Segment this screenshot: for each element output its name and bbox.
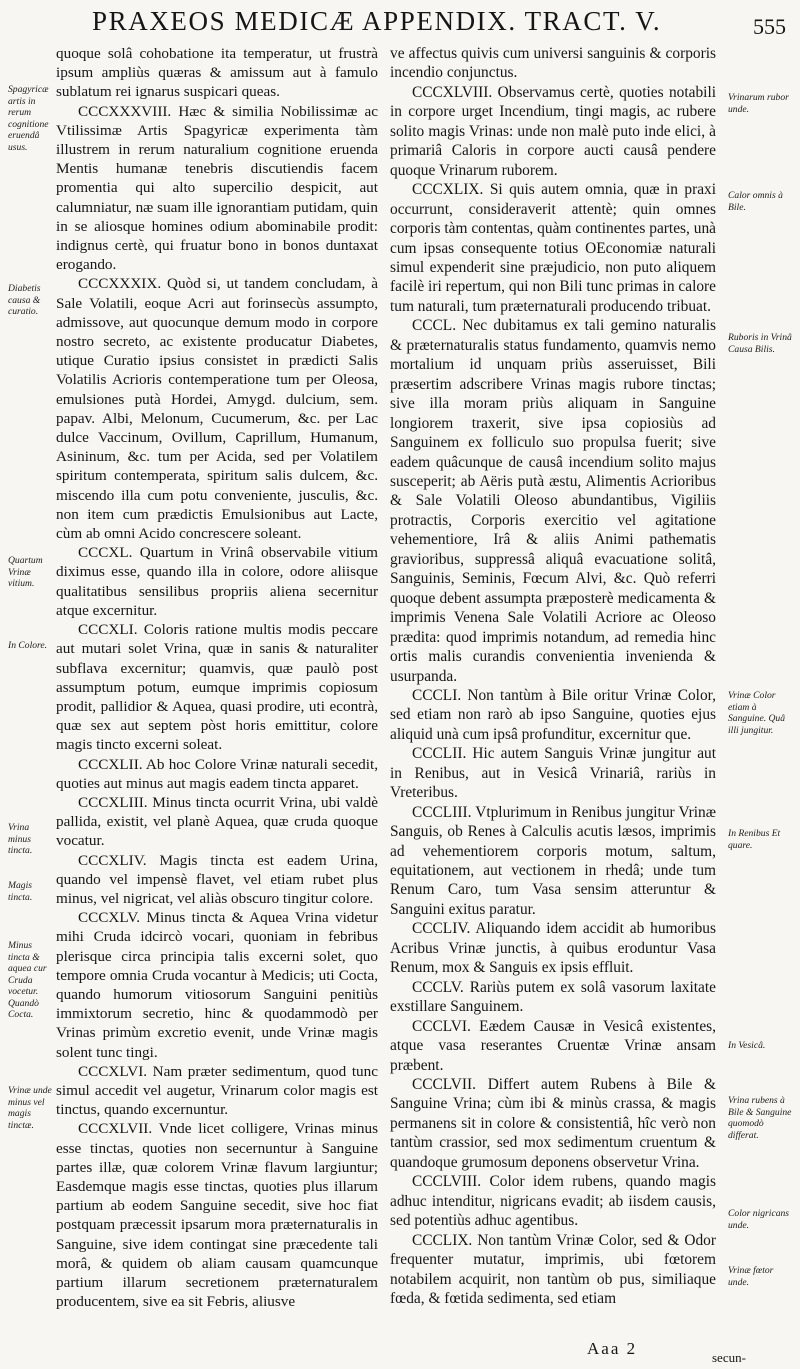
paragraph: CCCXLVIII. Observamus certè, quoties notabili in corpore urget Incendium, tingi magis, ac rubere solito magis Vrinas: unde non malè puto inde elici, à primariâ Caloris in corpore aucti causâ pendere quoque Vrinarum ruborem. <box>390 83 716 179</box>
paragraph: CCCXXXVIII. Hæc & similia Nobilissimæ ac Vtilissimæ Artis Spagyricæ experimenta tàm illustrem in rerum naturalium cognitione eruenda Mentis humanæ tenebris discutiendis facem promentia qui alto supercilio despicit, aut calumniatur, næ suam ille ignorantiam putidam, quin in se aliosque homines odium abominabile prodit: indignus certè, qui fruatur bono in bonos duntaxat erogando. <box>56 102 378 274</box>
margin-note: Vrinæ fœtor unde. <box>728 1265 774 1288</box>
paragraph: CCCXLV. Minus tincta & Aquea Vrina videtur mihi Cruda idcircò vocari, quoniam in febribus plerisque circa principia talis excerni solet, quo tempore omnia Cruda vocantur à Medicis; uti Cocta, quando humorum vitiosorum Sanguini penitiùs immixtorum secretio, hinc & quodammodò per Vrinas primùm excretio evenit, unde Vrinæ magis solent tunc tingi. <box>56 909 378 1061</box>
margin-note: Color nigricans unde. <box>728 1208 790 1231</box>
paragraph: CCCLIV. Aliquando idem accidit ab humoribus Acribus Vrinæ junctis, à quibus eroduntur Vasa Renum, mox & Sanguis ex ipsis effluit. <box>390 920 716 977</box>
paragraph: CCCLVI. Eædem Causæ in Vesicâ existentes, atque vasa reserantes Cruentæ Vrinæ ansam præbent. <box>390 1017 716 1074</box>
margin-note: In Renibus Et quare. <box>728 828 781 851</box>
paragraph: quoque solâ cohobatione ita temperatur, ut frustrà ipsum ampliùs quæras & amissum aut à famulo sublatum rei ignarus suspicari queas. <box>56 45 378 101</box>
paragraph: CCCXLIX. Si quis autem omnia, quæ in praxi occurrunt, consideraverit attentè; quin omnes corporis tàm contentas, quàm continentes partes, unà cum ipsas consequente totius OEconomiæ naturali simul expenderit sine præjudicio, non puto aliquem facilè iri repertum, qui non Bili tunc primas in calore tum naturali, tum præternaturali producendo tribuat. <box>390 181 716 315</box>
paragraph: ve affectus quivis cum universi sanguinis & corporis incendio conjunctus. <box>390 45 716 82</box>
paragraph: CCCLII. Hic autem Sanguis Vrinæ jungitur aut in Renibus, aut in Vesicâ Vrinariâ, rariùs in Vreteribus. <box>390 745 716 802</box>
margin-note: Vrina minus tincta. <box>8 822 33 856</box>
paragraph: CCCLI. Non tantùm à Bile oritur Vrinæ Color, sed etiam non rarò ab ipso Sanguine, quoties ejus aliquid unà cum ipsâ profunditur, excernitur que. <box>390 686 716 743</box>
margin-note: Ruboris in Vrinâ Causa Bilis. <box>728 332 792 355</box>
paragraph: CCCXLIII. Minus tincta ocurrit Vrina, ubi valdè pallida, existit, vel planè Aquea, quæ cruda quoque vocatur. <box>56 793 378 850</box>
running-head: PRAXEOS MEDICÆ APPENDIX. TRACT. V. <box>92 6 662 36</box>
paragraph: CCCLIII. Vtplurimum in Renibus jungitur Vrinæ Sanguis, ob Renes à Calculis acutis læsos, imprimis ad vehementiorem corporis motum, saltum, equitationem, aut vectionem in rhedâ; unde tum Renum Caro, tum Vasa sensim atteruntur & Sanguini exitus paratur. <box>390 803 716 918</box>
margin-note: In Colore. <box>8 640 48 651</box>
margin-note: Diabetis causa & curatio. <box>8 283 41 317</box>
paragraph: CCCXLIV. Magis tincta est eadem Urina, quando vel impensè flavet, vel etiam rubet plus minus, vel nigricat, vel aliàs obscuro tingitur colore. <box>56 851 378 907</box>
text-column-right <box>390 44 716 1308</box>
paragraph: CCCXLI. Coloris ratione multis modis peccare aut mutari solet Vrina, quæ in sanis & naturaliter subflava excernitur; quamvis, quæ paulò post assumptum potum, eumque imprimis copiosum prodit, pallidior & Aquea, quasi prodire, uti econtrà, quæ sex aut septem pòst horis emittitur, colore magis tincto excerni soleat. <box>56 621 378 754</box>
text-column-left <box>56 44 378 1311</box>
margin-note: Minus tincta & aquea cur Cruda vocetur. Quandò Cocta. <box>8 940 47 1020</box>
margin-note: Vrinæ Color etiam à Sanguine. Quâ illi jungitur. <box>728 690 786 736</box>
paragraph: CCCL. Nec dubitamus ex tali gemino naturalis & præternaturalis status fundamento, quamvis nemo mortalium id unquam priùs asseruisset, Bili præsertim adscribere Vrinas magis rubore tinctas; sive illa moram priùs aliquam in Sanguine longiorem traxerit, sive ipsa copiosiùs ad Sanguinem ex folliculo suo propulsa fuerit; sive eadem quâcunque de causâ incendium solito majus susceperit; ab Aëris putà æstu, Alimentis Acrioribus & Sale Volatili Oleoso abundantibus, Vigiliis protractis, Corporis exercitio vel agitatione vehementiore, Irâ & aliis Animi pathematis gravioribus, suppressâ aliquâ evacuatione solitâ, Sanguinis, Seminis, Fœcum Alvi, &c. Quò referri quoque debent assumpta præposterè medicamenta & imprimis Venena Sale Volatili Acriore ac Oleoso prædita: quod imprimis notandum, ad remedia hinc ortis malis curandis convenientia invenienda & usurpanda. <box>390 317 716 685</box>
margin-note: Spagyricæ artis in rerum cognitione eruendâ usus. <box>8 84 49 153</box>
page-number: 555 <box>753 14 786 39</box>
paragraph: CCCXXXIX. Quòd si, ut tandem concludam, à Sale Volatili, eoque Acri aut forinsecùs assumpto, admissove, aut quocunque demum modo in corpore nostro secreto, ac existente producatur Diabetes, utique Curatio ipsius consistet in prædicti Salis Volatilis Acrioris contemperatione tum per Oleosa, emulsiones putà Hordei, Amygd. dulcium, sem. papav. Albi, Melonum, Cucumerum, &c. per Lac dulce Vaccinum, Ovillum, Caprillum, Humanum, Asininum, &c. tum per Acida, sed per Volatilem spiritum contemperata, spiritum salis dulcem, &c. miscendo illa cum potu conveniente, jusculis, &c. non item cum prædictis Emulsionibus aut Lacte, cùm ab omni Acido concrescere soleant. <box>56 275 378 543</box>
paragraph: CCCXLII. Ab hoc Colore Vrinæ naturali secedit, quoties aut minus aut magis eadem tincta apparet. <box>56 755 378 792</box>
margin-note: Vrinæ unde minus vel magis tinctæ. <box>8 1085 52 1131</box>
paragraph: CCCLVIII. Color idem rubens, quando magis adhuc intenditur, nigricans evadit; ab iisdem causis, sed potentiùs adhuc agentibus. <box>390 1173 716 1230</box>
margin-note: In Vesicâ. <box>728 1040 766 1051</box>
margin-note: Quartum Vrinæ vitium. <box>8 555 43 589</box>
paragraph: CCCXLVII. Vnde licet colligere, Vrinas minus esse tinctas, quoties non secernuntur à Sanguine partes illæ, quæ colorem Vrinæ flavum largiuntur; Easdemque magis esse tinctas, quoties plus illarum partium ab eodem Sanguine secedit, sive hoc fiat postquam præcessit ipsarum mora præternaturalis in Sanguine, sive idem contingat sine præcedente tali morâ, & quidem ob aliam causam quamcunque partium illarum secretionem præternaturalem producentem, sive ea sit Febris, aliusve <box>56 1120 378 1311</box>
signature-mark: Aaa 2 <box>587 1339 638 1358</box>
margin-note: Vrinarum rubor unde. <box>728 92 789 115</box>
paragraph: CCCXL. Quartum in Vrinâ observabile vitium diximus esse, quando illa in colore, odore aliisque qualitatibus sensilibus propriis aliena secernitur atque excernitur. <box>56 544 378 619</box>
catchword: secun- <box>712 1350 746 1365</box>
paragraph: CCCLVII. Differt autem Rubens à Bile & Sanguine Vrina; cùm ibi & minùs crassa, & magis permanens sit in colore & consistentiâ, hîc verò non tantùm crassior, sed mox sedimentum cruentum & quandoque grumosum deponens observetur Vrina. <box>390 1076 716 1171</box>
paragraph: CCCLIX. Non tantùm Vrinæ Color, sed & Odor frequenter mutatur, imprimis, ubi fœtorem notabilem acquirit, non tantùm ob pus, similiaque fœda, & fœtida sedimenta, sed etiam <box>390 1231 716 1307</box>
paragraph: CCCXLVI. Nam præter sedimentum, quod tunc simul accedit vel augetur, Vrinarum color magis est tinctus, quando excernuntur. <box>56 1062 378 1119</box>
margin-note: Magis tincta. <box>8 880 33 903</box>
page-header <box>0 0 800 46</box>
paragraph: CCCLV. Rariùs putem ex solâ vasorum laxitate exstillare Sanguinem. <box>390 978 716 1016</box>
margin-note: Vrina rubens à Bile & Sanguine quomodò differat. <box>728 1095 792 1141</box>
margin-note: Calor omnis à Bile. <box>728 190 783 213</box>
